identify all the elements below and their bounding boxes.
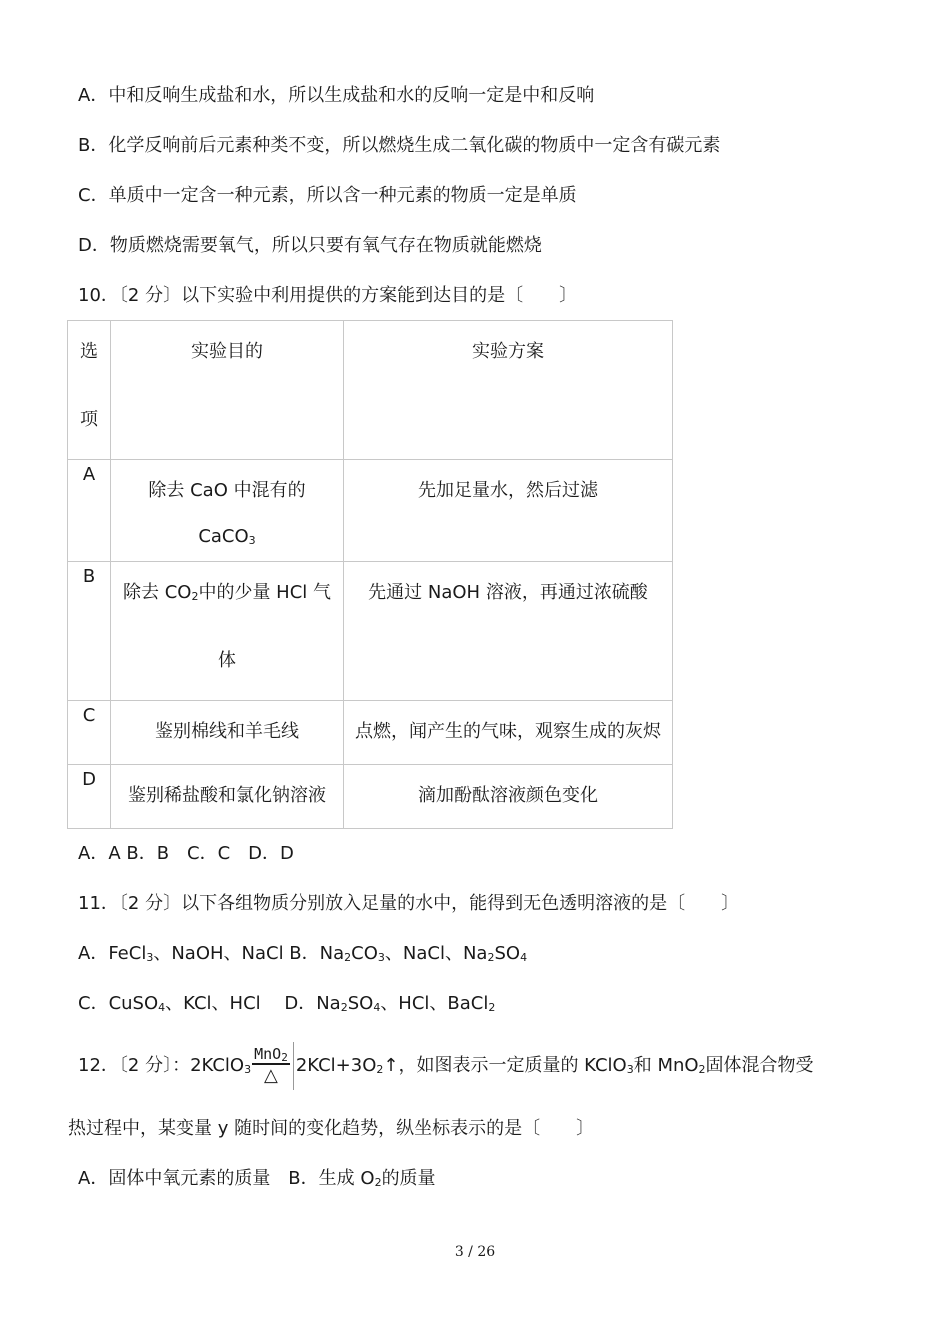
table-row	[68, 765, 673, 829]
q10-answers: A．A B．B C．C D．D	[78, 843, 294, 864]
table-row	[68, 562, 673, 701]
row-option-label: B	[82, 566, 96, 587]
row-a-goal-line2: CaCO$_3$	[198, 526, 256, 547]
row-d-goal-text: 鉴别稀盐酸和氯化钠溶液	[128, 785, 326, 806]
row-b-goal-line2: 体	[218, 650, 236, 671]
row-d-goal	[111, 765, 344, 829]
page-number: 3 / 26	[454, 1244, 496, 1260]
row-c-goal-text: 鉴别棉线和羊毛线	[155, 721, 299, 742]
q10-stem: 10．〔2 分〕以下实验中利用提供的方案能到达目的是〔 〕	[78, 285, 578, 306]
row-b-plan	[344, 562, 673, 701]
row-c-plan	[344, 701, 673, 765]
q12-stem-line2: 热过程中，某变量 y 随时间的变化趋势，纵坐标表示的是〔 〕	[68, 1118, 595, 1139]
table-row	[68, 701, 673, 765]
q10-table	[67, 320, 673, 829]
header-plan: 实验方案	[472, 341, 544, 362]
row-c-plan-text: 点燃，闻产生的气味，观察生成的灰烬	[355, 721, 661, 742]
row-d-option	[68, 765, 111, 829]
header-option-char-1: 选	[80, 341, 98, 362]
row-c-goal	[111, 701, 344, 765]
header-plan-cell	[344, 321, 673, 460]
row-a-option	[68, 460, 111, 562]
header-option-cell	[68, 321, 111, 460]
row-b-option	[68, 562, 111, 701]
row-a-goal	[111, 460, 344, 562]
row-b-goal	[111, 562, 344, 701]
q9-option-d: D．物质燃烧需要氧气，所以只要有氧气存在物质就能燃烧	[78, 235, 542, 256]
row-d-plan	[344, 765, 673, 829]
q9-option-b: B．化学反响前后元素种类不变，所以燃烧生成二氧化碳的物质中一定含有碳元素	[78, 135, 721, 156]
q12-stem: 12．〔2 分〕：2KClO$_3$ $\frac{MnO_2}{\triangle}$ $2KCl+3O_2↑$，如图表示一定质量的 KClO$_3$和 MnO$_2$固体混合物受	[78, 1038, 814, 1094]
row-option-label: C	[82, 705, 96, 726]
row-option-label: D	[82, 769, 96, 790]
divider-line	[293, 1042, 294, 1090]
header-option-char-2: 项	[80, 409, 98, 430]
row-d-plan-text: 滴加酚酞溶液颜色变化	[418, 785, 598, 806]
row-b-goal-line1: 除去 $CO_2$中的少量 HCl 气	[122, 582, 332, 603]
reaction-condition: $\frac{MnO_2}{\triangle}$	[254, 1045, 288, 1086]
row-a-plan-text: 先加足量水，然后过滤	[418, 480, 598, 501]
header-goal-cell	[111, 321, 344, 460]
q11-stem: 11．〔2 分〕以下各组物质分别放入足量的水中，能得到无色透明溶液的是〔 〕	[78, 893, 740, 914]
row-a-goal-line1: 除去 CaO 中混有的	[148, 480, 306, 501]
row-b-plan-text: 先通过 NaOH 溶液，再通过浓硫酸	[368, 582, 648, 603]
q11-options-line2: C．CuSO$_4$、KCl、HCl D．$Na_2SO_4$、HCl、BaCl$_2$	[78, 993, 496, 1014]
row-a-plan	[344, 460, 673, 562]
q9-option-a: A．中和反响生成盐和水，所以生成盐和水的反响一定是中和反响	[78, 85, 595, 106]
q12-options: A．固体中氧元素的质量 B．生成 $O_2$的质量	[78, 1168, 436, 1189]
q11-options-line1: A．FeCl$_3$、NaOH、NaCl B．$Na_2CO_3$、NaCl、$Na_2SO_4$	[78, 943, 528, 964]
row-option-label: A	[82, 464, 96, 485]
header-goal: 实验目的	[191, 341, 263, 362]
table-row	[68, 460, 673, 562]
table-header-row	[68, 321, 673, 460]
row-c-option	[68, 701, 111, 765]
q9-option-c: C．单质中一定含一种元素，所以含一种元素的物质一定是单质	[78, 185, 577, 206]
